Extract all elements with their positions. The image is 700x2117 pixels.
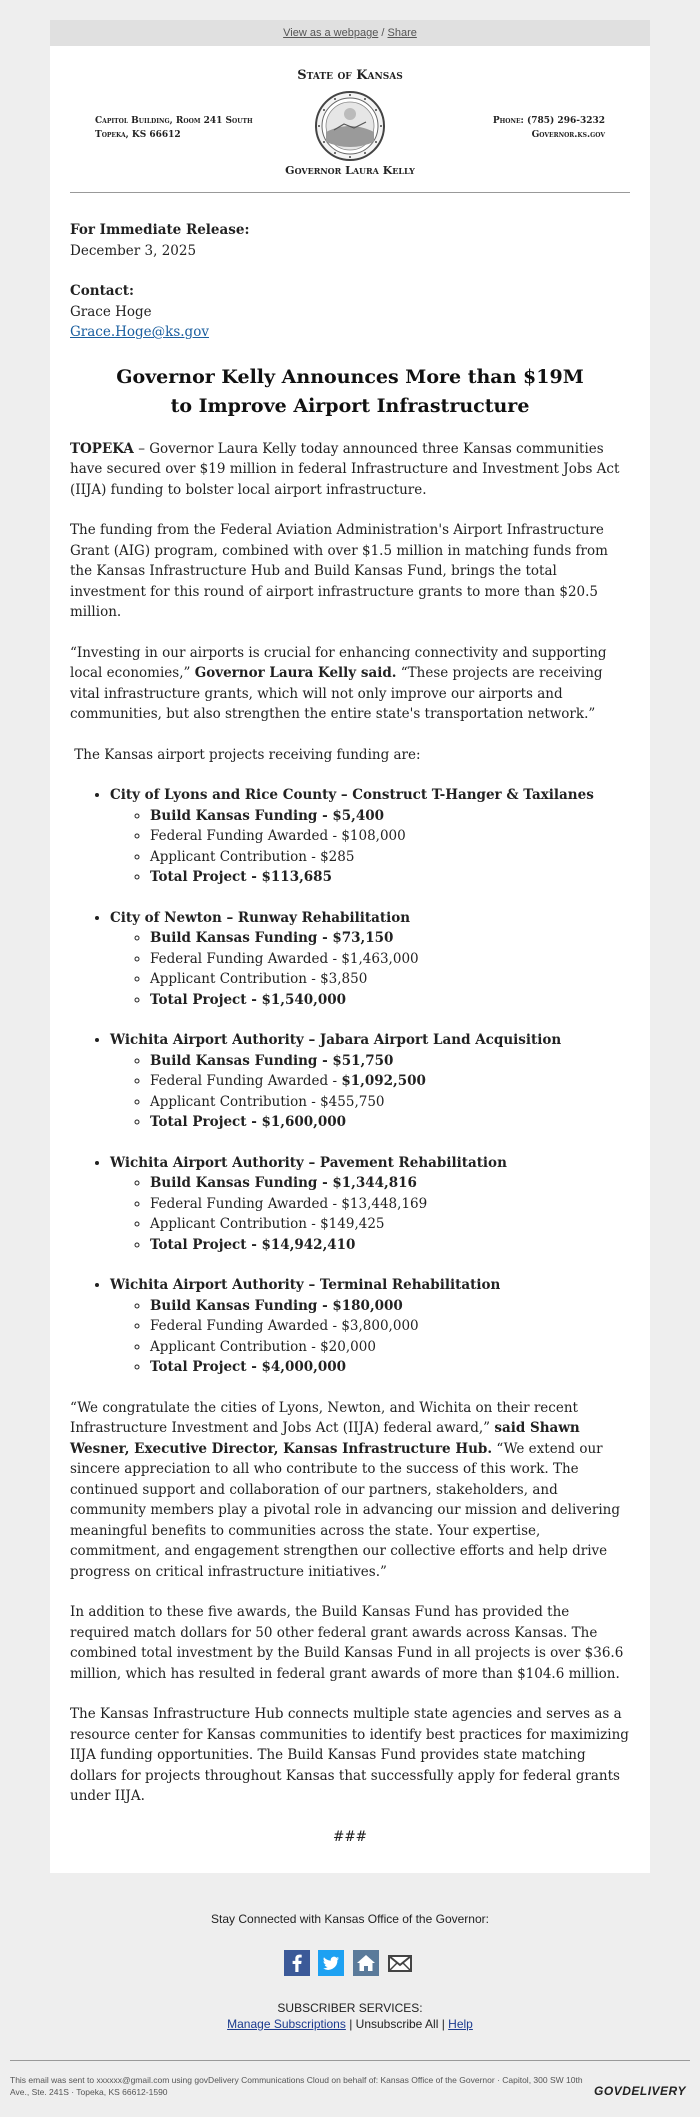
- dateline: TOPEKA: [70, 440, 134, 457]
- project-item: [110, 1275, 630, 1378]
- headline: [70, 363, 630, 421]
- total-project: ◦ Total Project - $113,685: [150, 867, 630, 888]
- build-funding: ◦ Build Kansas Funding - $51,750: [150, 1051, 630, 1072]
- topbar-separator: /: [378, 27, 388, 39]
- federal-funding: ◦ Federal Funding Awarded - $3,800,000: [150, 1316, 630, 1337]
- federal-funding: ◦ Federal Funding Awarded - $108,000: [150, 826, 630, 847]
- hub-quote-b: “We extend our sincere appreciation to all who contribute to the success of this work. The continued support and collaboration of our partners, stakeholders, and community members play a pivotal role in advancing our mission and delivering meaningful benefits to communities across the state. Your expertise, commitment, and engagement strengthen our collective efforts and help drive progress on critical infrastructure initiatives.”: [70, 1440, 620, 1580]
- project-details: [110, 1296, 630, 1378]
- headline-line-1: Governor Kelly Announces More than $19M: [116, 365, 584, 388]
- headline-line-2: to Improve Airport Infrastructure: [170, 394, 530, 417]
- project-title: City of Newton – Runway Rehabilitation: [110, 909, 411, 926]
- federal-funding: ◦ Federal Funding Awarded - $1,463,000: [150, 949, 630, 970]
- email-card: [50, 46, 650, 1873]
- kansas-seal-icon: [314, 90, 386, 162]
- applicant-contribution: ◦ Applicant Contribution - $285: [150, 847, 630, 868]
- total-project: ◦ Total Project - $4,000,000: [150, 1357, 630, 1378]
- applicant-contribution: ◦ Applicant Contribution - $455,750: [150, 1092, 630, 1113]
- project-title: City of Lyons and Rice County – Construct T-Hanger & Taxilanes: [110, 787, 594, 803]
- project-list: [70, 785, 630, 1378]
- letterhead-divider: [70, 192, 630, 193]
- capitol-address: [95, 114, 253, 142]
- subscriber-links: [0, 2017, 700, 2031]
- build-funding: ◦ Build Kansas Funding - $5,400: [150, 806, 630, 827]
- build-funding: ◦ Build Kansas Funding - $1,344,816: [150, 1173, 630, 1194]
- project-item: [110, 1030, 630, 1133]
- project-title: Wichita Airport Authority – Terminal Rehabilitation: [110, 1277, 501, 1293]
- help-link[interactable]: Help: [448, 2017, 473, 2031]
- hub-quote-a: “We congratulate the cities of Lyons, Newton, and Wichita on their recent Infrastructure Investment and Jobs Act (IIJA) federal award,”: [70, 1399, 578, 1436]
- govdelivery-brand: GOVDELIVERY: [594, 2084, 686, 2098]
- paragraph-build-kansas: In addition to these five awards, the Build Kansas Fund has provided the required match dollars for 50 other federal grant awards across Kansas. The combined total investment by the Build Kansas Fund in all projects is over $36.6 million, which has resulted in federal grant awards of more than $104.6 million.: [70, 1604, 624, 1682]
- federal-funding: [150, 1071, 630, 1092]
- project-title: Wichita Airport Authority – Pavement Rehabilitation: [110, 1154, 507, 1171]
- link-separator: |: [345, 2017, 356, 2031]
- phone-number: Phone: (785) 296-3232: [492, 116, 605, 126]
- facebook-icon[interactable]: [284, 1950, 310, 1976]
- federal-funding: ◦ Federal Funding Awarded - $13,448,169: [150, 1194, 630, 1215]
- project-item: [110, 785, 630, 888]
- state-title: State of Kansas: [297, 68, 403, 83]
- link-separator: |: [438, 2017, 449, 2031]
- email-icon[interactable]: [387, 1950, 413, 1976]
- project-details: [110, 1173, 630, 1255]
- governor-quote-b: “These projects are receiving vital infrastructure grants, which will not only improve our airports and communities, but also strengthen the entire state's transportation network.”: [70, 665, 603, 722]
- home-icon[interactable]: [353, 1950, 379, 1976]
- share-link[interactable]: Share: [387, 27, 417, 39]
- govdelivery-logo: [594, 2084, 686, 2098]
- applicant-contribution: ◦ Applicant Contribution - $149,425: [150, 1214, 630, 1235]
- view-as-webpage-link[interactable]: View as a webpage: [283, 27, 379, 39]
- stay-connected-text: Stay Connected with Kansas Office of the Governor:: [211, 1912, 489, 1926]
- release-date: December 3, 2025: [70, 242, 197, 259]
- hub-speaker: said Shawn Wesner, Executive Director, Kansas Infrastructure Hub.: [70, 1420, 580, 1457]
- contact-info: [70, 281, 630, 343]
- applicant-contribution: ◦ Applicant Contribution - $3,850: [150, 969, 630, 990]
- project-details: [110, 806, 630, 888]
- governor-speaker: Governor Laura Kelly said.: [194, 665, 397, 681]
- governor-quote-a: “Investing in our airports is crucial for enhancing connectivity and supporting local economies,”: [70, 644, 607, 681]
- project-details: [110, 1051, 630, 1133]
- project-details: [110, 928, 630, 1010]
- footer-disclaimer: This email was sent to xxxxxx@gmail.com using govDelivery Communications Cloud on behalf of: Kansas Office of the Governor · Capitol, 300 SW 10th Ave., Ste. 241S · Topeka, KS 66612-1590: [10, 2075, 583, 2097]
- paragraph-governor-quote: [70, 643, 630, 725]
- governor-name: Governor Laura Kelly: [285, 164, 415, 177]
- subscriber-services-title: SUBSCRIBER SERVICES:: [277, 2001, 423, 2015]
- total-project: ◦ Total Project - $14,942,410: [150, 1235, 630, 1256]
- twitter-icon[interactable]: [318, 1950, 344, 1976]
- release-label: For Immediate Release:: [70, 222, 250, 238]
- projects-intro: The Kansas airport projects receiving funding are:: [70, 746, 421, 763]
- unsubscribe-all-link[interactable]: Unsubscribe All: [355, 2017, 439, 2031]
- manage-subscriptions-link[interactable]: Manage Subscriptions: [227, 2017, 346, 2031]
- contact-email-link[interactable]: Grace.Hoge@ks.gov: [70, 324, 209, 340]
- contact-label: Contact:: [70, 283, 134, 299]
- paragraph-hub-description: The Kansas Infrastructure Hub connects multiple state agencies and serves as a resource center for Kansas communities to identify best practices for maximizing IIJA funding opportunities. The Build Kansas Fund provides state matching dollars for projects throughout Kansas that successfully apply for federal grants under IIJA.: [70, 1706, 629, 1804]
- contact-name: Grace Hoge: [70, 303, 152, 320]
- federal-funding-amount: $1,092,500: [341, 1073, 426, 1089]
- paragraph-intro: [70, 439, 630, 501]
- build-funding: ◦ Build Kansas Funding - $180,000: [150, 1296, 630, 1317]
- top-bar: [50, 20, 650, 46]
- federal-funding-prefix: Federal Funding Awarded -: [150, 1073, 342, 1089]
- contact-block: [493, 114, 605, 142]
- address-line-2: Topeka, KS 66612: [95, 130, 181, 140]
- press-release-body: [70, 220, 630, 1867]
- applicant-contribution: ◦ Applicant Contribution - $20,000: [150, 1337, 630, 1358]
- build-funding: ◦ Build Kansas Funding - $73,150: [150, 928, 630, 949]
- paragraph-funding: The funding from the Federal Aviation Administration's Airport Infrastructure Grant (AIG) program, combined with over $1.5 million in matching funds from the Kansas Infrastructure Hub and Build Kansas Fund, brings the total investment for this round of airport infrastructure grants to more than $20.5 million.: [70, 522, 608, 620]
- governor-website: Governor.ks.gov: [531, 130, 605, 140]
- project-item: [110, 908, 630, 1011]
- footer-divider: [10, 2060, 690, 2061]
- address-line-1: Capitol Building, Room 241 South: [95, 116, 253, 126]
- end-mark: ###: [333, 1828, 367, 1845]
- social-icons: [284, 1950, 417, 1978]
- project-item: [110, 1153, 630, 1256]
- project-title: Wichita Airport Authority – Jabara Airport Land Acquisition: [110, 1032, 562, 1048]
- letterhead: [70, 46, 630, 194]
- total-project: ◦ Total Project - $1,540,000: [150, 990, 630, 1011]
- release-block: [70, 220, 630, 261]
- paragraph-hub-quote: [70, 1398, 630, 1583]
- total-project: ◦ Total Project - $1,600,000: [150, 1112, 630, 1133]
- intro-text: – Governor Laura Kelly today announced three Kansas communities have secured over $19 million in federal Infrastructure and Investment Jobs Act (IIJA) funding to bolster local airport infrastructure.: [70, 440, 620, 498]
